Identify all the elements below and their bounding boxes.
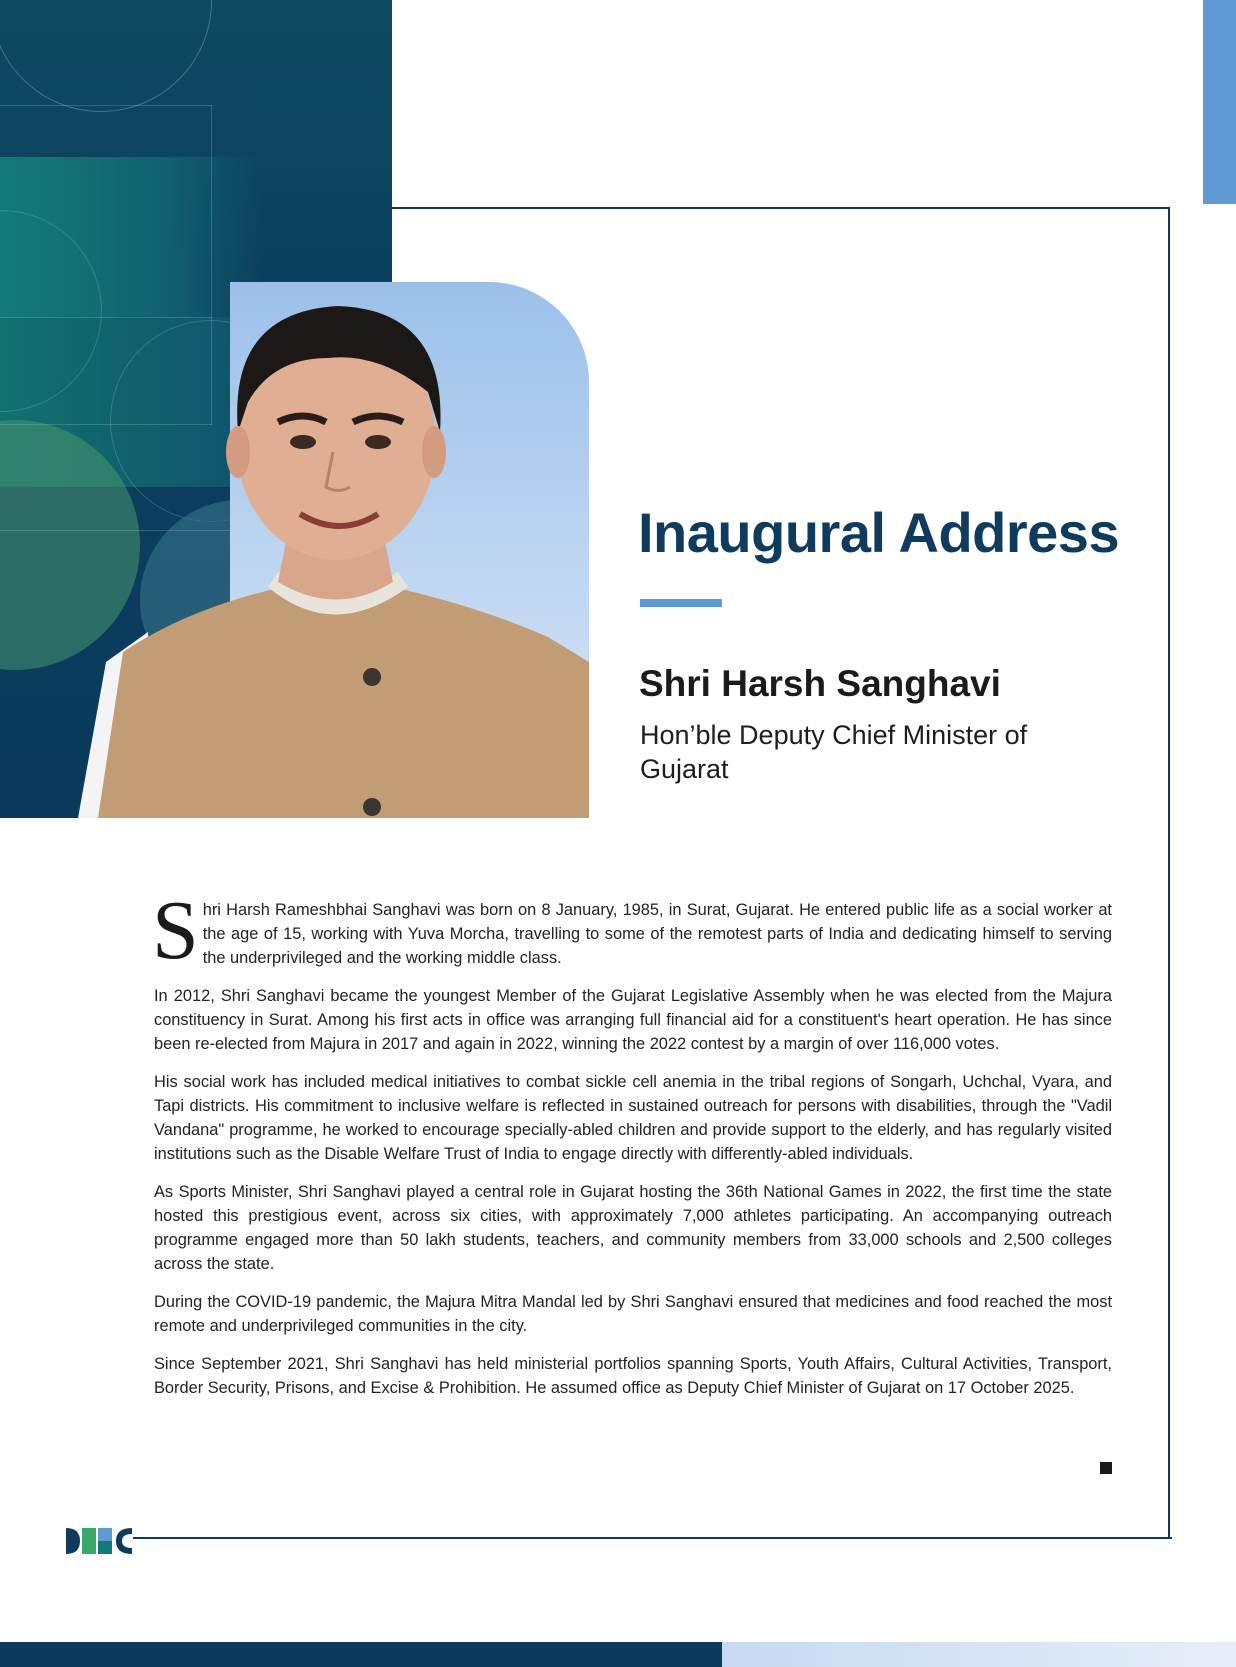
footer-band-dark <box>0 1642 722 1667</box>
top-accent-bar <box>1203 0 1236 204</box>
bio-paragraph-6: Since September 2021, Shri Sanghavi has held ministerial portfolios spanning Sports, Youth Affairs, Cultural Activities, Transport, Border Security, Prisons, and Excise & Prohibition. He assumed office as Deputy Chief Minister of Gujarat on 17 October 2025. <box>154 1355 1112 1397</box>
speaker-name: Shri Harsh Sanghavi <box>639 663 1001 704</box>
page-title: Inaugural Address <box>638 501 1120 564</box>
drop-cap: S <box>152 884 199 977</box>
title-underline <box>640 599 722 607</box>
speaker-portrait <box>78 282 589 818</box>
end-of-article-square-icon <box>1100 1462 1112 1474</box>
bio-paragraph-3: His social work has included medical initiatives to combat sickle cell anemia in the tribal regions of Songarh, Uchchal, Vyara, and Tapi districts. His commitment to inclusive welfare is reflected in sustained outreach for persons with disabilities, through the "Vadil Vandana" programme, he worked to encourage specially-abled children and provide support to the elderly, and has regularly visited institutions such as the Disable Welfare Trust of India to engage directly with differently-abled individuals. <box>154 1073 1112 1163</box>
speaker-designation: Hon’ble Deputy Chief Minister of Gujarat <box>640 720 1028 784</box>
bio-paragraph-5: During the COVID-19 pandemic, the Majura Mitra Mandal led by Shri Sanghavi ensured that medicines and food reached the most remote and underprivileged communities in the city. <box>154 1293 1112 1335</box>
frame-bottom-rule <box>133 1537 1172 1539</box>
bio-paragraph-4: As Sports Minister, Shri Sanghavi played a central role in Gujarat hosting the 36th National Games in 2022, the first time the state hosted this prestigious event, across six cities, with approximately 7,000 athletes participating. An accompanying outreach programme engaged more than 50 lakh students, teachers, and community members from 33,000 schools and 2,500 colleges across the state. <box>154 1183 1112 1273</box>
organisation-logo-icon <box>64 1526 134 1556</box>
biography-text <box>152 884 1112 1414</box>
bio-paragraph-2: In 2012, Shri Sanghavi became the youngest Member of the Gujarat Legislative Assembly when he was elected from the Majura constituency in Surat. Among his first acts in office was arranging full financial aid for a constituent's heart operation. He has since been re-elected from Majura in 2017 and again in 2022, winning the 2022 contest by a margin of over 116,000 votes. <box>154 987 1112 1053</box>
footer-band-light <box>722 1642 1236 1667</box>
bio-paragraph-1: Shri Harsh Rameshbhai Sanghavi was born on 8 January, 1985, in Surat, Gujarat. He entered public life as a social worker at the age of 15, working with Yuva Morcha, travelling to some of the remotest parts of India and dedicating himself to serving the underprivileged and the working middle class. <box>152 884 1112 977</box>
